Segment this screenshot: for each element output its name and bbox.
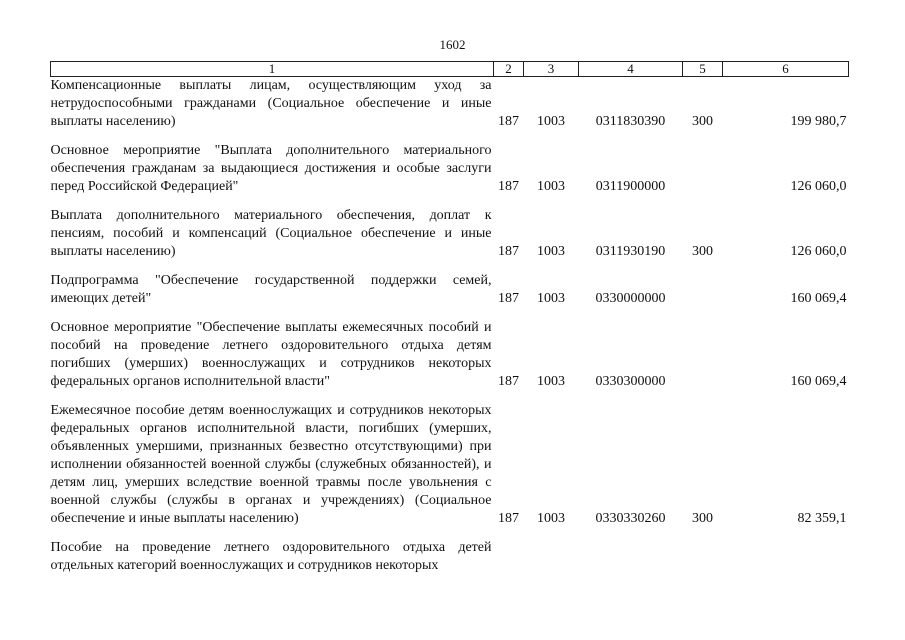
table-row (51, 131, 849, 196)
row-amount: 126 060,0 (790, 179, 847, 194)
table-body (51, 77, 849, 576)
row-target-code: 0330330260 (595, 511, 666, 526)
row-target-code (579, 528, 683, 575)
row-amount: 160 069,4 (790, 291, 847, 306)
row-target-code: 0330000000 (595, 291, 666, 306)
row-section-code: 1003 (537, 244, 565, 259)
header-cell: 2 (494, 62, 524, 77)
row-section-code (524, 528, 579, 575)
row-ministry-code: 187 (498, 374, 519, 389)
header-cell: 4 (579, 62, 683, 77)
row-expense-type (683, 528, 723, 575)
row-amount: 199 980,7 (790, 114, 847, 129)
header-row (51, 62, 849, 77)
page-number: 1602 (439, 37, 466, 52)
header-cell: 6 (723, 62, 849, 77)
budget-table (50, 61, 849, 575)
row-ministry-code: 187 (498, 179, 519, 194)
row-section-code: 1003 (537, 179, 565, 194)
row-expense-type (683, 131, 723, 196)
table-row (51, 196, 849, 261)
row-section-code: 1003 (537, 291, 565, 306)
row-description: Пособие на проведение летнего оздоровительного отдыха детей отдельных категорий военнослужащих и сотрудников некоторых (50, 540, 492, 573)
row-description: Выплата дополнительного материального обеспечения, доплат к пенсиям, пособий и компенсаций (Социальное обеспечение и иные выплаты населению) (50, 208, 492, 259)
row-description: Подпрограмма "Обеспечение государственной поддержки семей, имеющих детей" (50, 273, 492, 306)
table-row (51, 391, 849, 528)
row-expense-type: 300 (692, 244, 713, 259)
row-ministry-code: 187 (498, 511, 519, 526)
row-target-code: 0311900000 (595, 179, 666, 194)
row-section-code: 1003 (537, 374, 565, 389)
row-description: Основное мероприятие "Выплата дополнительного материального обеспечения гражданам за выдающиеся достижения и особые заслуги перед Российской Федерацией" (50, 143, 492, 194)
table-row (51, 77, 849, 132)
row-description: Ежемесячное пособие детям военнослужащих и сотрудников некоторых федеральных органов исполнительной власти, погибших (умерших, объявленных умершими, признанных безвестно отсутствующими) при исполнении обязанностей военной службы (служебных обязанностей), и детям лиц, умерших вследствие военной травмы после увольнения с военной службы (службы в органах и учреждениях) (Социальное обеспечение и иные выплаты населению) (50, 403, 492, 526)
row-ministry-code: 187 (498, 291, 519, 306)
table-row (51, 261, 849, 308)
row-amount: 126 060,0 (790, 244, 847, 259)
row-section-code: 1003 (537, 511, 565, 526)
row-description: Основное мероприятие "Обеспечение выплаты ежемесячных пособий и пособий на проведение летнего оздоровительного отдыха детям погибших (умерших) военнослужащих и сотрудников некоторых федеральных органов исполнительной власти" (50, 320, 492, 389)
header-cell: 3 (524, 62, 579, 77)
row-amount (723, 528, 849, 575)
row-ministry-code: 187 (498, 114, 519, 129)
table-row (51, 528, 849, 575)
row-target-code: 0330300000 (595, 374, 666, 389)
header-cell: 5 (683, 62, 723, 77)
row-target-code: 0311930190 (595, 244, 666, 259)
row-section-code: 1003 (537, 114, 565, 129)
row-expense-type (683, 308, 723, 391)
row-amount: 82 359,1 (797, 511, 847, 526)
row-expense-type: 300 (692, 114, 713, 129)
row-expense-type (683, 261, 723, 308)
header-cell: 1 (51, 62, 494, 77)
row-description: Компенсационные выплаты лицам, осуществляющим уход за нетрудоспособными гражданами (Социальное обеспечение и иные выплаты населению) (50, 78, 492, 129)
row-target-code: 0311830390 (595, 114, 666, 129)
table-header (51, 62, 849, 77)
row-expense-type: 300 (692, 511, 713, 526)
row-ministry-code (494, 528, 524, 575)
row-amount: 160 069,4 (790, 374, 847, 389)
row-ministry-code: 187 (498, 244, 519, 259)
table-row (51, 308, 849, 391)
